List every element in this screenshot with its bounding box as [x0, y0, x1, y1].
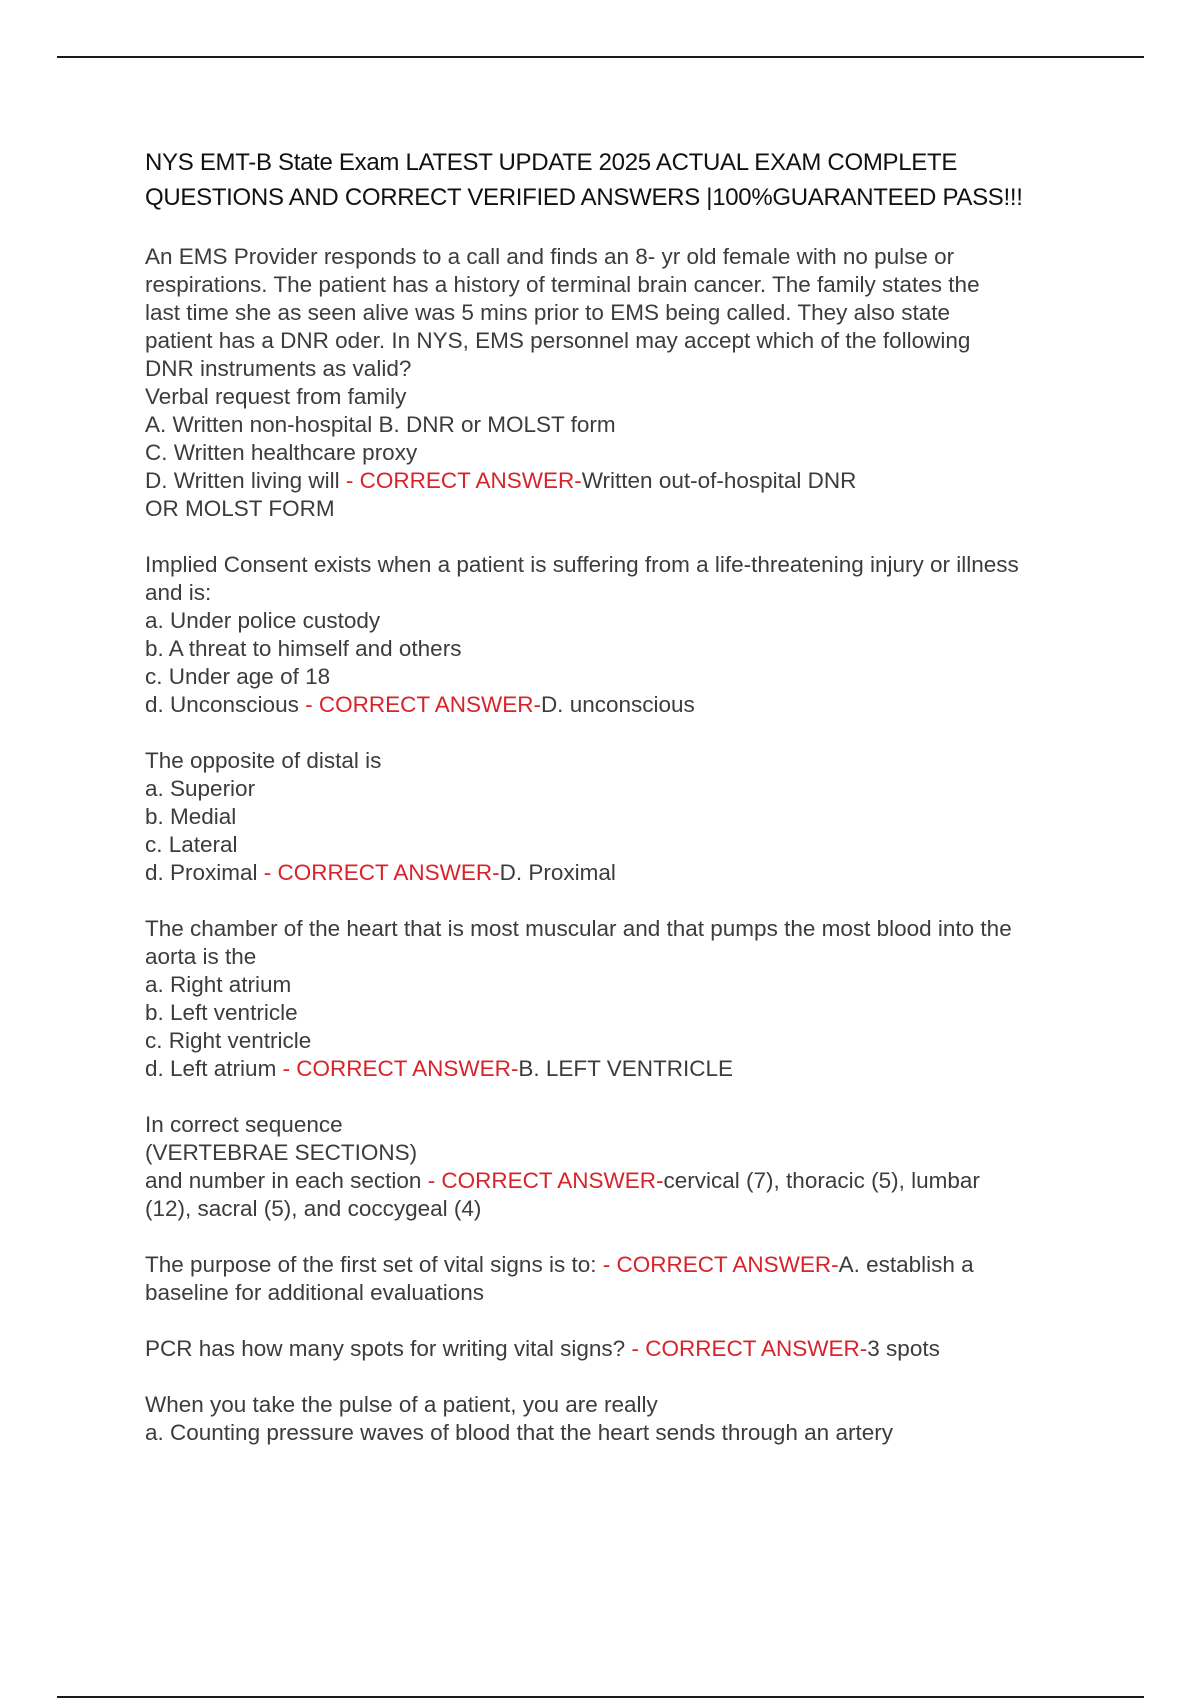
answer-text: 3 spots — [867, 1336, 940, 1361]
correct-answer-label: - CORRECT ANSWER- — [345, 468, 582, 493]
correct-answer-label: - CORRECT ANSWER- — [602, 1252, 839, 1277]
answer-text: B. LEFT VENTRICLE — [518, 1056, 734, 1081]
question-3: The opposite of distal is a. Superior b. Medial c. Lateral d. Proximal - CORRECT ANSWER-D. Proximal — [145, 747, 1105, 887]
answer-text: D. Proximal — [499, 860, 616, 885]
correct-answer-label: - CORRECT ANSWER- — [282, 1056, 519, 1081]
answer-line: and number in each section - CORRECT ANSWER-cervical (7), thoracic (5), lumbar — [145, 1168, 980, 1193]
question-5: In correct sequence (VERTEBRAE SECTIONS) and number in each section - CORRECT ANSWER-cervical (7), thoracic (5), lumbar (12), sacral (5), and coccygeal (4) — [145, 1111, 1105, 1223]
question-8: When you take the pulse of a patient, you are really a. Counting pressure waves of blood that the heart sends through an artery — [145, 1392, 893, 1445]
correct-answer-label: - CORRECT ANSWER- — [263, 860, 500, 885]
answer-line: D. Written living will - CORRECT ANSWER-Written out-of-hospital DNR — [145, 468, 857, 493]
answer-text: A. establish a — [838, 1252, 974, 1277]
answer-text: Written out-of-hospital DNR — [581, 468, 857, 493]
answer-line: d. Unconscious - CORRECT ANSWER-D. unconscious — [145, 692, 695, 717]
answer-line: d. Proximal - CORRECT ANSWER-D. Proximal — [145, 860, 616, 885]
answer-text: cervical (7), thoracic (5), lumbar — [663, 1168, 980, 1193]
qa-content — [145, 243, 1105, 1475]
question-4: The chamber of the heart that is most muscular and that pumps the most blood into the aorta is the a. Right atrium b. Left ventricle c. Right ventricle d. Left atrium - CORRECT ANSWER-B. LEFT VENTRICLE — [145, 915, 1105, 1083]
header-rule — [57, 56, 1144, 58]
correct-answer-label: - CORRECT ANSWER- — [305, 692, 541, 717]
answer-line: d. Left atrium - CORRECT ANSWER-B. LEFT VENTRICLE — [145, 1056, 734, 1081]
correct-answer-label: - CORRECT ANSWER- — [427, 1168, 664, 1193]
answer-text: D. unconscious — [540, 692, 695, 717]
document-title: NYS EMT-B State Exam LATEST UPDATE 2025 ACTUAL EXAM COMPLETE QUESTIONS AND CORRECT VERIFIED ANSWERS |100%GUARANTEED PASS!!! — [145, 149, 1023, 211]
answer-line: PCR has how many spots for writing vital signs? - CORRECT ANSWER-3 spots — [145, 1336, 940, 1361]
question-7 — [145, 1335, 1105, 1363]
footer-rule — [57, 1696, 1144, 1698]
correct-answer-label: - CORRECT ANSWER- — [631, 1336, 868, 1361]
question-6: The purpose of the first set of vital signs is to: - CORRECT ANSWER-A. establish a baseline for additional evaluations — [145, 1251, 1105, 1307]
question-2: Implied Consent exists when a patient is suffering from a life-threatening injury or illness and is: a. Under police custody b. A threat to himself and others c. Under age of 18 d. Unconscious - CORRECT ANSWER-D. unconscious — [145, 551, 1105, 719]
question-1: An EMS Provider responds to a call and finds an 8- yr old female with no pulse or respirations. The patient has a history of terminal brain cancer. The family states the last time she as seen alive was 5 mins prior to EMS being called. They also state patient has a DNR oder. In NYS, EMS personnel may accept which of the following DNR instruments as valid? Verbal request from family A. Written non-hospital B. DNR or MOLST form C. Written healthcare proxy D. Written living will - CORRECT ANSWER-Written out-of-hospital DNR OR MOLST FORM — [145, 243, 1105, 523]
answer-line: The purpose of the first set of vital signs is to: - CORRECT ANSWER-A. establish a — [145, 1252, 974, 1277]
